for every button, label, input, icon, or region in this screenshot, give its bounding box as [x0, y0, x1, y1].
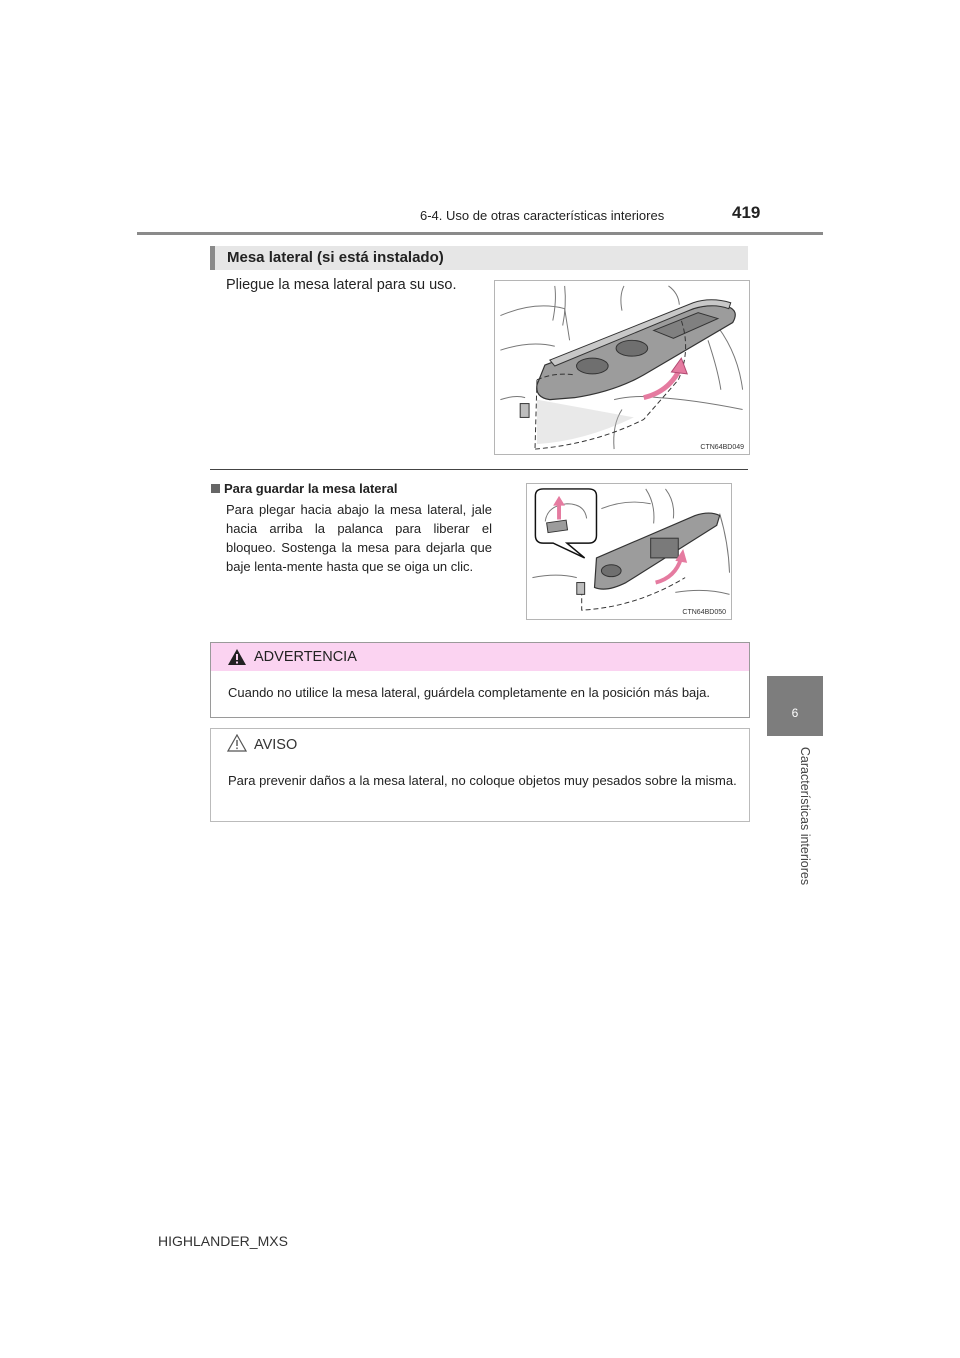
subsection-divider: [210, 469, 748, 470]
chapter-number: 6: [791, 706, 799, 720]
subsection-heading: [211, 481, 397, 496]
warning-box: [210, 642, 750, 718]
notice-box: [210, 728, 750, 822]
warning-header: [211, 643, 749, 671]
side-table-illustration: [495, 281, 749, 454]
chapter-label: [795, 746, 815, 886]
page-number: 419: [732, 203, 761, 222]
warning-triangle-icon: [227, 648, 247, 666]
figure-code: CTN64BD050: [682, 609, 726, 616]
figure-code: CTN64BD049: [700, 444, 744, 451]
subsection-heading-text: Para guardar la mesa lateral: [224, 481, 398, 496]
section-title: Mesa lateral (si está instalado): [227, 249, 444, 266]
notice-body: Para prevenir daños a la mesa lateral, no coloque objetos muy pesados sobre la misma.: [228, 773, 737, 788]
figure-side-table-unfold: [494, 280, 750, 455]
figure-side-table-fold: [526, 483, 732, 620]
notice-title: AVISO: [254, 737, 298, 753]
bullet-square-icon: [211, 484, 220, 493]
intro-text: Pliegue la mesa lateral para su uso.: [226, 277, 457, 293]
warning-title: ADVERTENCIA: [254, 649, 357, 665]
chapter-title: Características interiores: [798, 746, 812, 886]
subsection-body: Para plegar hacia abajo la mesa lateral, jale hacia arriba la palanca para liberar el bloqueo. Sostenga la mesa para dejarla que baje lenta-mente hasta que se oiga un clic.: [226, 502, 492, 574]
side-table-fold-illustration: [527, 484, 731, 619]
footer-model: HIGHLANDER_MXS: [158, 1233, 288, 1249]
header-section-title: 6-4. Uso de otras características interiores: [420, 208, 665, 223]
warning-body: Cuando no utilice la mesa lateral, guárdela completamente en la posición más baja.: [228, 685, 711, 700]
chapter-tab: [767, 676, 823, 736]
caution-triangle-icon: [227, 734, 247, 752]
section-title-bar: [210, 246, 748, 270]
header-divider: [137, 232, 823, 235]
